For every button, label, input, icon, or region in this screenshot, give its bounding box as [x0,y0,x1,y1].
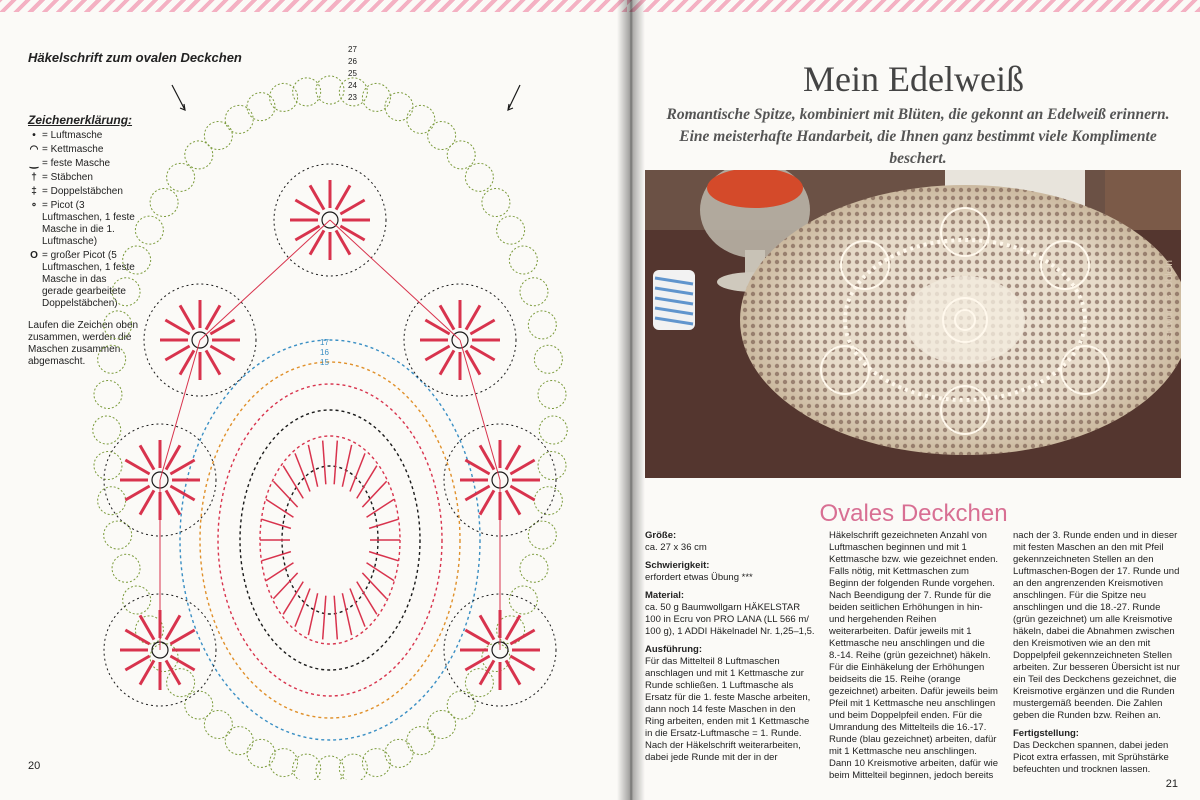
motif-petal [170,656,194,670]
outer-scallop [225,105,253,133]
page-number-right: 21 [1165,778,1178,790]
outer-scallop [204,122,232,150]
outer-scallop [428,122,456,150]
motif-petal [506,615,520,639]
arrow-icon [508,85,520,110]
radial-stitch [308,593,317,635]
outer-scallop [104,311,132,339]
motif-petal [470,320,494,334]
outer-scallop [98,345,126,373]
legend-note: Laufen die Zeichen oben zusammen, werden die Maschen zusammen abgemascht. [28,320,139,367]
legend-text: = Luftmasche [42,130,103,141]
round-number: 24 [348,81,357,90]
radial-stitch [369,552,398,561]
material-text: ca. 50 g Baumwollgarn HÄKELSTAR 100 in Ecru von PRO LANA (LL 566 m/ 100 g), 1 ADDI Häkelnadel Nr. 1,25–1,5. [645,602,815,637]
motif-petal [166,615,180,639]
motif-petal [506,660,520,684]
photo-credit: Entwurf: B. Oblein [1164,260,1175,341]
legend-text: = großer Picot (5 Luftmaschen, 1 feste Masche in das gerade gearbeitete Doppelstäbchen) [42,250,135,309]
outer-scallop [112,278,140,306]
radial-stitch [362,481,386,507]
radial-stitch [323,596,326,640]
motif-petal [125,656,149,670]
outer-scallop [316,756,344,780]
legend-text: = Kettmasche [42,144,104,155]
page-number-left: 20 [28,760,41,772]
section-title: Ovales Deckchen [819,500,1008,527]
outer-scallop [428,710,456,738]
radial-stitch [266,499,293,517]
outer-scallop [520,278,548,306]
radial-stitch [262,519,291,528]
finish-text: Das Deckchen spannen, dabei jeden Picot extra erfassen, mit Sprühstärke befeuchten und trocknen lassen. [1013,740,1169,775]
motif-petal [506,445,520,469]
round-number: 25 [348,69,357,78]
radial-stitch [295,453,310,491]
motif-petal [310,230,324,254]
motif-petal [510,486,534,500]
motif-petal [465,630,489,644]
execution-text: Für das Mittelteil 8 Luftmaschen anschlagen und mit 1 Kettmasche zur Runde schließen. 1 Luftmasche als Ersatz für die 1. feste Masche arbeiten, dann noch 14 feste Maschen in den Ring arbeiten, enden mit 1 Kettmasche in die Ersatz-Luftmasche = 1. Runde. Nach der Häkelschrift weiterarbeiten, dabei jede Runde mit der in der [645,656,811,763]
motif-petal [170,486,194,500]
motif-petal [125,486,149,500]
radial-stitch [334,441,337,485]
motif-petal [336,185,350,209]
outer-scallop [204,710,232,738]
finish-label: Fertigstellung: [1013,728,1079,739]
motif-petal [165,346,189,360]
outer-scallop [167,163,195,191]
subtitle-line-1: Romantische Spitze, kombiniert mit Blüten, die gekonnt an Edelweiß erinnern. [666,106,1170,123]
outer-scallop [247,739,275,767]
outer-scallop [94,380,122,408]
motif-petal [470,346,494,360]
outer-scallop [150,188,178,216]
radial-stitch [369,519,398,528]
motif-petal [480,660,494,684]
motif-petal [440,350,454,374]
outer-scallop [528,521,556,549]
legend-symbol: O [30,250,38,261]
outer-scallop [112,554,140,582]
motif-petal [170,630,194,644]
outer-scallop [538,452,566,480]
radial-stitch [323,441,326,485]
column-2-text: Häkelschrift gezeichneten Anzahl von Luftmaschen beginnen und mit 1 Kettmasche bzw. wie gezeichnet enden. Falls nötig, mit Kettmaschen zum Beginn der folgenden Runde vorgehen. Nach Beendigung der 7. Runde für die beiden seitlichen Erhöhungen in hin- und hergehenden Reihen weiterarbeiten. Dafür jeweils mit 1 Kettmasche neu anschlingen und die 8.-14. Reihe (grün gezeichnet) häkeln. Für die Einhäkelung der Erhöhungen beidseits die 15. Reihe (orange gezeichnet) arbeiten. Dafür jeweils beim Pfeil mit 1 Kettmasche neu anschlingen und beim Doppelpfeil enden. Für die Umrandung des Mittelteils die 16.-17. Runde (blau gezeichnet) arbeiten, dafür mit 1 Kettmasche neu anschlingen. Dann 10 Kreismotive arbeiten, dafür wie beim Mittelteil beginnen, jedoch bereits [829,530,998,781]
arrow-icon [172,85,185,110]
outer-scallop [98,487,126,515]
motif-petal [336,230,350,254]
legend-symbol: ‿ [29,158,39,169]
motif-petal [165,320,189,334]
legend-text: = Picot (3 Luftmaschen, 1 feste Masche in die 1. Luftmasche) [42,200,135,247]
motif-petal [180,305,194,329]
outer-scallop [247,93,275,121]
outer-scallop [185,691,213,719]
doily-photo [645,170,1181,478]
motif-petal [140,445,154,469]
motif-petal [140,490,154,514]
legend-text: = Stäbchen [42,172,93,183]
motif-petal [510,460,534,474]
legend-symbol: • [32,130,36,141]
legend-text: = feste Masche [42,158,111,169]
motif-petal [510,656,534,670]
chart-title: Häkelschrift zum ovalen Deckchen [28,50,242,65]
outer-scallop [465,163,493,191]
inner-ring [218,384,442,696]
motif-petal [166,660,180,684]
top-zigzag-border-right [627,0,1200,12]
top-zigzag-border [0,0,627,12]
outer-scallop [534,345,562,373]
inner-ring [180,340,480,740]
right-page [627,0,1200,800]
crochet-diagram [80,40,580,780]
motif-petal [206,350,220,374]
size-text: ca. 27 x 36 cm [645,542,707,553]
round-number: 26 [348,57,357,66]
round-number: 16 [320,348,329,357]
motif-petal [465,460,489,474]
radial-stitch [342,445,351,487]
outer-scallop [104,521,132,549]
motif-petal [510,630,534,644]
legend-title: Zeichenerklärung: [28,113,133,127]
outer-scallop [538,380,566,408]
motif-petal [180,350,194,374]
motif-petal [206,305,220,329]
outer-scallop [123,246,151,274]
motif-petal [340,200,364,214]
outer-scallop [509,586,537,614]
difficulty-label: Schwierigkeit: [645,560,710,571]
motif-petal [425,346,449,360]
column-3-text: nach der 3. Runde enden und in dieser mit festen Maschen an den mit Pfeil gekennzeichneten Stellen an den Luftmaschen-Bogen der 17. Runde und an den angrenzenden Kreismotiven anschlingen. Für die Spitze neu anschlingen und die 18.-27. Runde (grün gezeichnet) um alle Kreismotive häkeln, dabei die Abnahmen zwischen den Kreismotiven wie an den mit Doppelpfeil gekennzeichneten Stellen arbeiten. Zur besseren Übersicht ist nur ein Teil des Deckchens gezeichnet, die Kreismotive ergänzen und die Runden mustergemäß beenden. Die Zahlen geben die Runden bzw. Reihen an. [1013,530,1180,721]
outer-scallop [123,586,151,614]
outer-scallop [407,727,435,755]
radial-stitch [295,588,310,626]
motif-petal [466,305,480,329]
outer-scallop [93,416,121,444]
motif-petal [465,486,489,500]
radial-stitch [308,445,317,487]
execution-label: Ausführung: [645,644,702,655]
motif-connector [330,220,460,340]
round-number: 15 [320,358,329,367]
legend-symbol: ‡ [31,186,37,197]
motif-petal [480,490,494,514]
motif-petal [140,660,154,684]
instruction-column-2 [829,530,1001,788]
outer-scallop [167,669,195,697]
legend-text: = Doppelstäbchen [42,186,123,197]
legend-symbol: † [31,172,37,183]
subtitle-line-2: Eine meisterhafte Handarbeit, die Ihnen ganz bestimmt viele Komplimente beschert. [679,128,1157,167]
instruction-columns [645,530,1185,788]
radial-stitch [266,563,293,581]
legend-symbol: ◠ [29,144,39,155]
radial-stitch [273,573,297,599]
outer-scallop [509,246,537,274]
outer-scallop [135,216,163,244]
doily-photo-image [645,170,1181,478]
radial-stitch [362,573,386,599]
difficulty-text: erfordert etwas Übung *** [645,572,753,583]
outer-scallop [539,416,567,444]
outer-scallop [534,487,562,515]
radial-stitch [334,596,337,640]
motif-petal [210,346,234,360]
outer-scallop [482,188,510,216]
motif-petal [140,615,154,639]
outer-scallop [385,93,413,121]
motif-petal [125,460,149,474]
radial-stitch [273,481,297,507]
legend-symbol: ∘ [30,200,38,211]
article-title: Mein Edelweiß [803,59,1024,99]
round-number: 23 [348,93,357,102]
outer-scallop [520,554,548,582]
motif-petal [125,630,149,644]
radial-stitch [262,552,291,561]
outer-scallop [465,669,493,697]
outer-scallop [385,739,413,767]
motif-petal [466,350,480,374]
outer-scallop [94,452,122,480]
book-gutter [617,0,645,800]
motif-petal [166,445,180,469]
motif-petal [295,200,319,214]
article-subtitle [653,104,1183,170]
motif-petal [440,305,454,329]
motif-petal [506,490,520,514]
round-number: 27 [348,45,357,54]
motif-petal [310,185,324,209]
radial-stitch [342,593,351,635]
material-label: Material: [645,590,685,601]
inner-ring [200,362,460,718]
motif-petal [166,490,180,514]
round-number: 17 [320,338,329,347]
outer-scallop [407,105,435,133]
outer-scallop [497,216,525,244]
motif-petal [480,615,494,639]
outer-scallop [225,727,253,755]
instruction-column-3 [1013,530,1185,788]
motif-petal [480,445,494,469]
outer-scallop [447,141,475,169]
instruction-column-1 [645,530,817,788]
size-label: Größe: [645,530,677,541]
outer-scallop [528,311,556,339]
motif-connector [200,220,330,340]
